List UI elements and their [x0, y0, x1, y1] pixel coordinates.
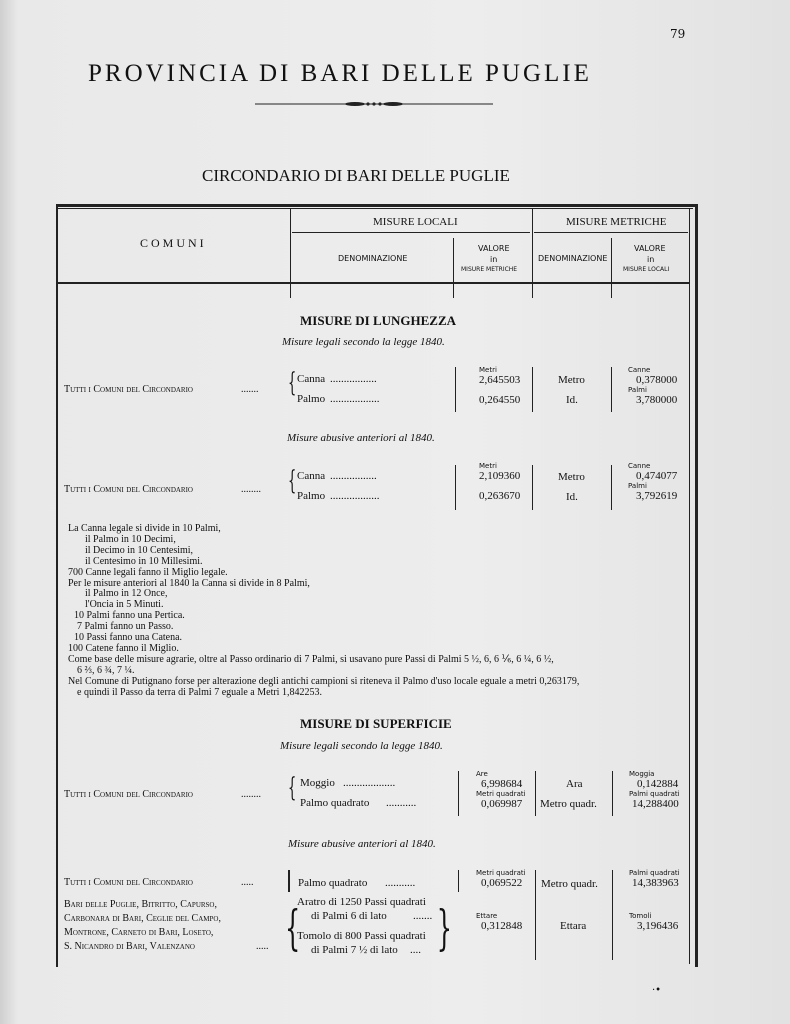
leader-dots: ........... [385, 877, 416, 889]
superficie-abusive2-comuni-2: Carbonara di Bari, Ceglie del Campo, [64, 913, 221, 924]
superficie-abusive2-local-1: Aratro di 1250 Passi quadrati [297, 896, 426, 908]
unit-tomoli: Tomoli [629, 912, 652, 920]
header-comuni: COMUNI [140, 236, 207, 250]
section-lunghezza: MISURE DI LUNGHEZZA [300, 313, 457, 328]
superficie-abusive2-comuni-3: Montrone, Carneto di Bari, Loseto, [64, 927, 214, 938]
locali-brace-rule [292, 232, 530, 233]
lunghezza-legal-local-2: Palmo [297, 393, 326, 405]
header-misure-metriche-small: MISURE METRICHE [461, 266, 518, 273]
unit-canne: Canne [628, 462, 651, 470]
unit-are: Are [476, 770, 488, 778]
header-misure-metriche: MISURE METRICHE [566, 216, 667, 228]
superficie-legal-value-2: 0,069987 [481, 798, 523, 810]
brace-icon: { [285, 900, 301, 956]
leader-dots: ....... [241, 384, 259, 395]
lunghezza-legal-local-1: Canna [297, 373, 326, 385]
header-in-1: in [490, 255, 498, 264]
lunghezza-legal-comuni: Tutti i Comuni del Circondario [64, 384, 193, 395]
unit-canne: Canne [628, 366, 651, 374]
row-divider [455, 367, 456, 412]
leader-dots: .................. [330, 393, 380, 405]
superficie-legal-back-2: 14,288400 [632, 798, 679, 810]
leader-dots: .................. [330, 490, 380, 502]
unit-metri: Metri [479, 366, 497, 374]
unit-metri-quadrati: Metri quadrati [476, 869, 526, 877]
leader-dots: ........... [386, 797, 417, 809]
circondario-title: CIRCONDARIO DI BARI DELLE PUGLIE [202, 166, 510, 185]
note-line: l'Oncia in 5 Minuti. [85, 599, 164, 611]
superficie-abusive-caption: Misure abusive anteriori al 1840. [288, 838, 436, 850]
ornament-divider [255, 102, 493, 106]
header-divider-3 [453, 238, 454, 298]
superficie-abusive2-local-3: Tomolo di 800 Passi quadrati [297, 930, 426, 942]
leader-dots: ................. [330, 373, 377, 385]
leader-dots: ..... [241, 877, 254, 888]
metriche-brace-rule [534, 232, 688, 233]
row-divider [612, 870, 613, 960]
leader-dots: ........ [241, 789, 261, 800]
superficie-abusive1-metric: Metro quadr. [541, 878, 598, 890]
note-line: 700 Canne legali fanno il Miglio legale. [68, 566, 228, 578]
superficie-legal-local-1: Moggio [300, 777, 335, 789]
superficie-legal-metric-2: Metro quadr. [540, 798, 597, 810]
row-divider [458, 870, 459, 892]
note-line: 10 Palmi fanno una Pertica. [74, 610, 185, 622]
note-line: Per le misure anteriori al 1840 la Canna si divide in 8 Palmi, [68, 577, 310, 589]
note-line: Come base delle misure agrarie, oltre al Passo ordinario di 7 Palmi, si usavano pure Passi di Palmi 5 ½, 6, 6 ⅙, 6 ¼, 6 ½, [68, 653, 554, 665]
lunghezza-legal-caption: Misure legali secondo la legge 1840. [282, 336, 445, 348]
superficie-legal-comuni: Tutti i Comuni del Circondario [64, 789, 193, 800]
header-divider-4 [611, 238, 612, 298]
print-mark-icon: ·• [652, 985, 662, 996]
page-number: 79 [670, 27, 686, 41]
superficie-legal-metric-1: Ara [566, 778, 583, 790]
superficie-abusive1-local: Palmo quadrato [298, 877, 368, 889]
header-misure-locali: MISURE LOCALI [373, 216, 458, 228]
lunghezza-abusive-caption: Misure abusive anteriori al 1840. [287, 432, 435, 444]
unit-palmi-quadrati: Palmi quadrati [629, 869, 680, 877]
unit-palmi: Palmi [628, 386, 647, 394]
note-line: 100 Catene fanno il Miglio. [68, 642, 179, 654]
row-divider [535, 870, 536, 960]
unit-ettare: Ettare [476, 912, 498, 920]
brace-icon: { [288, 368, 297, 398]
superficie-legal-back-1: 0,142884 [637, 778, 679, 790]
unit-moggia: Moggia [629, 770, 655, 778]
lunghezza-legal-back-2: 3,780000 [636, 394, 678, 406]
lunghezza-abusive-metric-2: Id. [566, 491, 578, 503]
page-title: PROVINCIA DI BARI DELLE PUGLIE [88, 60, 592, 87]
lunghezza-abusive-value-1: 2,109360 [479, 470, 521, 482]
row-divider [288, 870, 290, 892]
frame-inner-top [56, 208, 693, 209]
lunghezza-legal-value-2: 0,264550 [479, 394, 521, 406]
brace-icon: { [288, 466, 297, 496]
leader-dots: ................... [343, 777, 396, 789]
leader-dots: ........ [241, 484, 261, 495]
row-divider [458, 771, 459, 816]
note-line: il Palmo in 12 Once, [85, 588, 168, 600]
note-line: 10 Passi fanno una Catena. [74, 632, 183, 644]
leader-dots: ................. [330, 470, 377, 482]
frame-inner-right [689, 208, 690, 964]
superficie-abusive2-value: 0,312848 [481, 920, 523, 932]
unit-metri-quadrati: Metri quadrati [476, 790, 526, 798]
superficie-abusive2-back: 3,196436 [637, 920, 679, 932]
superficie-abusive1-comuni: Tutti i Comuni del Circondario [64, 877, 193, 888]
note-line: il Decimo in 10 Centesimi, [85, 544, 194, 556]
superficie-legal-caption: Misure legali secondo la legge 1840. [280, 740, 443, 752]
row-divider [532, 465, 533, 510]
unit-metri: Metri [479, 462, 497, 470]
superficie-legal-value-1: 6,998684 [481, 778, 523, 790]
row-divider [611, 367, 612, 412]
section-superficie: MISURE DI SUPERFICIE [300, 716, 452, 731]
brace-icon: { [436, 900, 452, 956]
superficie-abusive2-local-2: di Palmi 6 di lato [311, 910, 387, 922]
lunghezza-legal-metric-1: Metro [558, 374, 585, 386]
superficie-abusive2-comuni-4: S. Nicandro di Bari, Valenzano [64, 941, 195, 952]
note-line: La Canna legale si divide in 10 Palmi, [68, 523, 221, 534]
brace-icon: { [288, 773, 297, 803]
note-line: e quindi il Passo da terra di Palmi 7 eguale a Metri 1,842253. [77, 686, 322, 698]
header-denominazione-locale: DENOMINAZIONE [338, 254, 408, 263]
leader-dots: ..... [256, 941, 269, 952]
lunghezza-abusive-back-1: 0,474077 [636, 470, 678, 482]
lunghezza-abusive-comuni: Tutti i Comuni del Circondario [64, 484, 193, 495]
lunghezza-abusive-back-2: 3,792619 [636, 490, 678, 502]
superficie-abusive1-value: 0,069522 [481, 877, 523, 889]
header-divider-1 [290, 208, 291, 298]
row-divider [611, 465, 612, 510]
header-denominazione-metrica: DENOMINAZIONE [538, 254, 608, 263]
row-divider [612, 771, 613, 816]
note-line: Nel Comune di Putignano forse per alterazione degli antichi campioni si riteneva il Palmo d'uso locale eguale a metri 0,263179, [68, 675, 580, 687]
leader-dots: ....... [413, 910, 433, 922]
lunghezza-abusive-metric-1: Metro [558, 471, 585, 483]
notes-block [68, 524, 579, 699]
header-bottom-rule [56, 282, 689, 284]
lunghezza-abusive-value-2: 0,263670 [479, 490, 521, 502]
row-divider [532, 367, 533, 412]
note-line: il Centesimo in 10 Millesimi. [85, 555, 203, 567]
note-line: il Palmo in 10 Decimi, [85, 533, 176, 545]
header-misure-locali-small: MISURE LOCALI [623, 266, 670, 273]
row-divider [535, 771, 536, 816]
unit-palmi-quadrati: Palmi quadrati [629, 790, 680, 798]
lunghezza-legal-back-1: 0,378000 [636, 374, 678, 386]
header-divider-2 [532, 208, 533, 298]
header-in-2: in [647, 255, 655, 264]
lunghezza-abusive-local-1: Canna [297, 470, 326, 482]
lunghezza-legal-metric-2: Id. [566, 394, 578, 406]
superficie-abusive2-comuni-1: Bari delle Puglie, Bitritto, Capurso, [64, 899, 217, 910]
header-valore-2: VALORE [634, 244, 666, 253]
leader-dots: .... [410, 944, 421, 956]
superficie-abusive2-metric: Ettara [560, 920, 587, 932]
superficie-abusive1-back: 14,383963 [632, 877, 679, 889]
note-line: 6 ⅔, 6 ¾, 7 ¼. [77, 664, 135, 676]
note-line: 7 Palmi fanno un Passo. [77, 621, 174, 633]
row-divider [455, 465, 456, 510]
superficie-legal-local-2: Palmo quadrato [300, 797, 370, 809]
superficie-abusive2-local-4: di Palmi 7 ½ di lato [311, 944, 398, 956]
unit-palmi: Palmi [628, 482, 647, 490]
lunghezza-legal-value-1: 2,645503 [479, 374, 521, 386]
lunghezza-abusive-local-2: Palmo [297, 490, 326, 502]
header-valore-1: VALORE [478, 244, 510, 253]
